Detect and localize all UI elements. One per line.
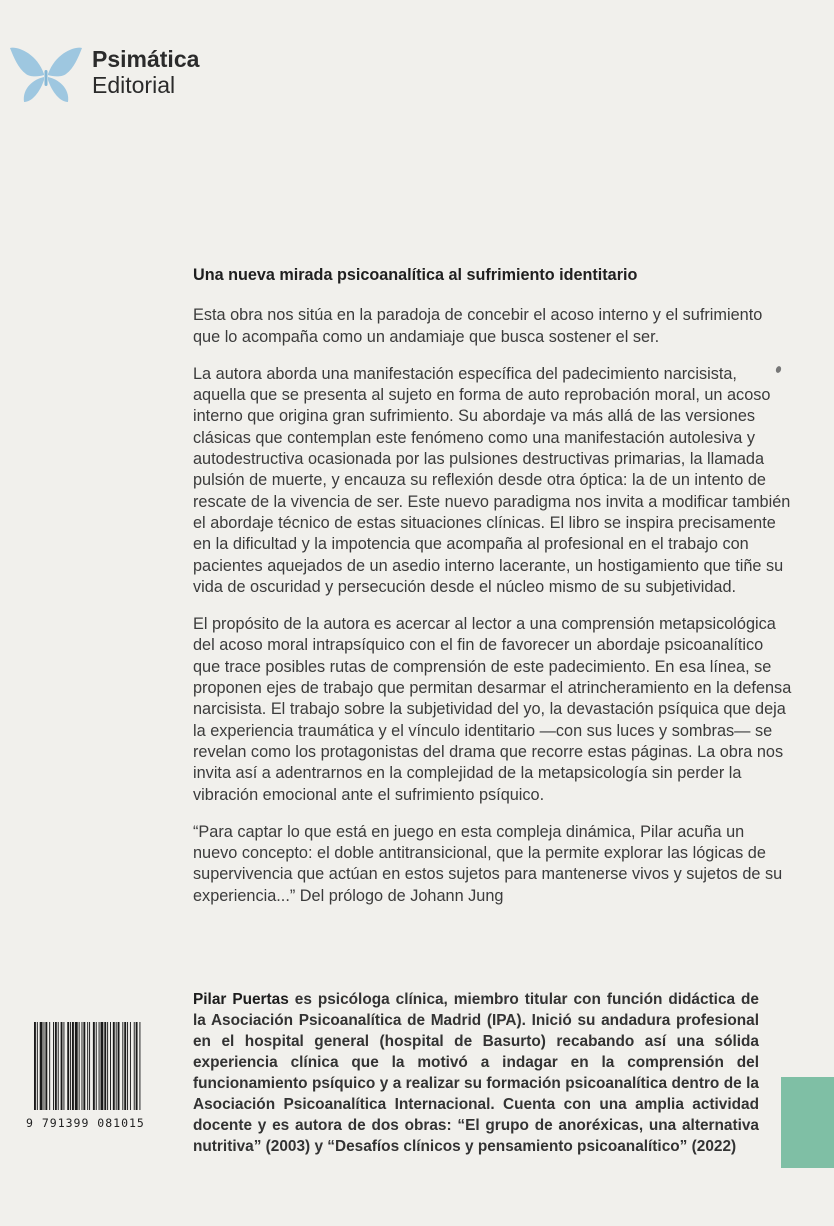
barcode-bar: [34, 1022, 36, 1110]
teal-color-tab: [781, 1077, 834, 1168]
barcode-bar: [89, 1022, 90, 1110]
synopsis-block: [193, 265, 793, 907]
butterfly-icon: [8, 44, 84, 108]
barcode-bar: [104, 1022, 106, 1110]
barcode-bar: [124, 1022, 126, 1110]
barcode-bar: [96, 1022, 97, 1110]
author-bio: [193, 989, 759, 1157]
synopsis-paragraph: La autora aborda una manifestación específica del padecimiento narcisista, aquella que se presenta al sujeto en forma de auto reprobación moral, un acoso interno que origina gran sufrimiento. Su abordaje va más allá de las versiones clásicas que contemplan este fenómeno como una manifestación autolesiva y autodestructiva ocasionada por las pulsiones destructivas primarias, la llamada pulsión de muerte, y encauza su reflexión desde otra óptica: la de un intento de rescate de la vivencia de ser. Este nuevo paradigma nos invita a modificar también el abordaje técnico de estas situaciones clínicas. El libro se inspira precisamente en la dificultad y la impotencia que acompaña al profesional en el trabajo con pacientes aquejados de un asedio interno lacerante, un hostigamiento que tiñe su vida de oscuridad y persecución desde el núcleo mismo de su subjetividad.: [193, 364, 791, 596]
barcode-bar: [122, 1022, 123, 1110]
barcode-bar: [99, 1022, 100, 1110]
prologue-quote: “Para captar lo que está en juego en esta compleja dinámica, Pilar acuña un nuevo concepto: el doble antitransicional, que la permite explorar las lógicas de supervivencia que actúan en estos sujetos para mantenerse vivos y sujetos de su experiencia...” Del prólogo de Johann Jung: [193, 822, 783, 905]
barcode-bar: [136, 1022, 138, 1110]
barcode-bar: [70, 1022, 71, 1110]
barcode-bar: [139, 1022, 140, 1110]
barcode-bar: [93, 1022, 95, 1110]
brand-name: Psimática: [92, 46, 200, 72]
barcode-bar: [61, 1022, 63, 1110]
barcode-bar: [53, 1022, 54, 1110]
barcode-bar: [44, 1022, 45, 1110]
brand-subtitle: Editorial: [92, 72, 176, 99]
barcode-bar: [55, 1022, 57, 1110]
barcode-bar: [83, 1022, 85, 1110]
barcode-bars: [34, 1022, 166, 1110]
barcode-bar: [58, 1022, 59, 1110]
isbn-barcode: [26, 1022, 174, 1137]
synopsis-paragraph: El propósito de la autora es acercar al lector a una comprensión metapsicológica del acoso moral intrapsíquico con el fin de favorecer un abordaje psicoanalítico que trace posibles rutas de comprensión de este padecimiento. En esa línea, se proponen ejes de trabajo que permitan desarmar el atrincheramiento en la defensa narcisista. El trabajo sobre la subjetividad del yo, la devastación psíquica que deja la experiencia traumática y el vínculo identitario —con sus luces y sombras— se revelan como los protagonistas del drama que recorre estas páginas. La obra nos invita así a adentrarnos en la complejidad de la metapsicología sin perder la vibración emocional ante el sufrimiento psíquico.: [193, 615, 792, 804]
barcode-bar: [67, 1022, 69, 1110]
author-bio-text: es psicóloga clínica, miembro titular con función didáctica de la Asociación Psicoanalítica de Madrid (IPA). Inició su andadura profesional en el hospital general (hospital de Basurto) recabando así una sólida experiencia clínica que la motivó a indagar en la comprensión del funcionamiento psíquico y a realizar su formación psicoanalítica dentro de la Asociación Psicoanalítica Internacional. Cuenta con una amplia actividad docente y es autora de dos obras: “El grupo de anoréxicas, una alternativa nutritiva” (2003) y “Desafíos clínicos y pensamiento psicoanalítico” (2022): [193, 991, 759, 1155]
barcode-bar: [130, 1022, 131, 1110]
barcode-bar: [49, 1022, 50, 1110]
publisher-logo: [8, 44, 199, 108]
barcode-bar: [134, 1022, 135, 1110]
barcode-bar: [107, 1022, 108, 1110]
barcode-bar: [72, 1022, 74, 1110]
barcode-bar: [113, 1022, 115, 1110]
barcode-bar: [75, 1022, 78, 1110]
barcode-bar: [110, 1022, 111, 1110]
barcode-bar: [101, 1022, 104, 1110]
barcode-bar: [45, 1022, 47, 1110]
barcode-bar: [82, 1022, 83, 1110]
author-name: Pilar Puertas: [193, 991, 289, 1008]
barcode-bar: [116, 1022, 117, 1110]
synopsis-heading: Una nueva mirada psicoanalítica al sufrimiento identitario: [193, 266, 638, 284]
barcode-bar: [118, 1022, 120, 1110]
isbn-digits: 9 791399 081015: [26, 1116, 145, 1130]
barcode-bar: [63, 1022, 64, 1110]
barcode-bar: [40, 1022, 43, 1110]
synopsis-paragraph: Esta obra nos sitúa en la paradoja de concebir el acoso interno y el sufrimiento que lo acompaña como un andamiaje que busca sostener el ser.: [193, 306, 763, 346]
barcode-bar: [127, 1022, 128, 1110]
barcode-bar: [37, 1022, 38, 1110]
barcode-bar: [79, 1022, 80, 1110]
barcode-bar: [87, 1022, 88, 1110]
